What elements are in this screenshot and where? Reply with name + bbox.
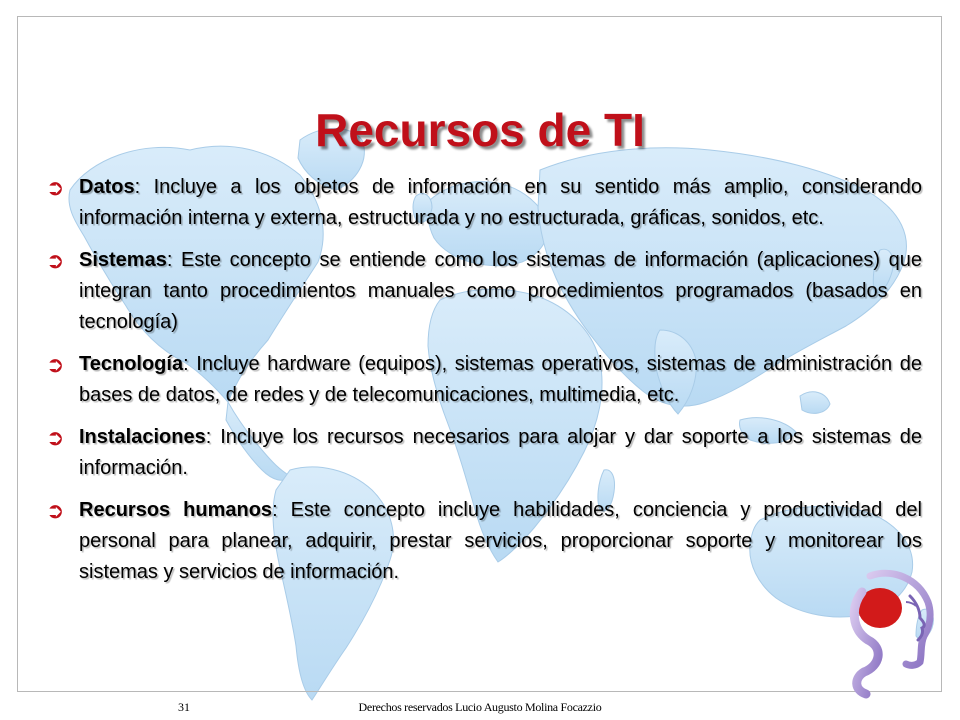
arrow-right-circle-icon: ➲ xyxy=(46,175,65,200)
arrow-right-circle-icon: ➲ xyxy=(46,425,65,450)
bullet-term: Datos xyxy=(79,176,135,198)
bullet-text: : Este concepto incluye habilidades, conciencia y productividad del personal para planear, adquirir, prestar servicios, proporcionar soporte y monitorear los sistemas y servicios de información. xyxy=(79,499,922,583)
bullet-item-tecnologia xyxy=(46,349,922,411)
page-number: 31 xyxy=(178,700,190,714)
arrow-right-circle-icon: ➲ xyxy=(46,498,65,523)
bullet-term: Recursos humanos xyxy=(79,499,273,521)
bullet-text: : Incluye a los objetos de información en su sentido más amplio, considerando información interna y externa, estructurada y no estructurada, gráficas, sonidos, etc. xyxy=(79,176,922,229)
bullet-term: Instalaciones xyxy=(79,426,206,448)
bullet-text: : Incluye hardware (equipos), sistemas operativos, sistemas de administración de bases de datos, de redes y de telecomunicaciones, multimedia, etc. xyxy=(79,353,922,406)
bullet-text: : Incluye los recursos necesarios para alojar y dar soporte a los sistemas de información. xyxy=(79,426,922,479)
bullet-term: Tecnología xyxy=(79,353,184,375)
bullet-term: Sistemas xyxy=(79,249,167,271)
bullet-text: : Este concepto se entiende como los sistemas de información (aplicaciones) que integran tanto procedimientos manuales como procedimientos programados (basados en tecnología) xyxy=(79,249,922,333)
bullet-list xyxy=(46,172,922,599)
head-profile-logo xyxy=(840,568,940,700)
bullet-item-datos xyxy=(46,172,922,234)
copyright-footer: Derechos reservados Lucio Augusto Molina Focazzio xyxy=(358,700,602,714)
bullet-item-sistemas xyxy=(46,245,922,338)
arrow-right-circle-icon: ➲ xyxy=(46,248,65,273)
arrow-right-circle-icon: ➲ xyxy=(46,352,65,377)
bullet-item-instalaciones xyxy=(46,422,922,484)
bullet-item-recursos-humanos xyxy=(46,495,922,588)
slide-title: Recursos de TI xyxy=(315,103,645,156)
